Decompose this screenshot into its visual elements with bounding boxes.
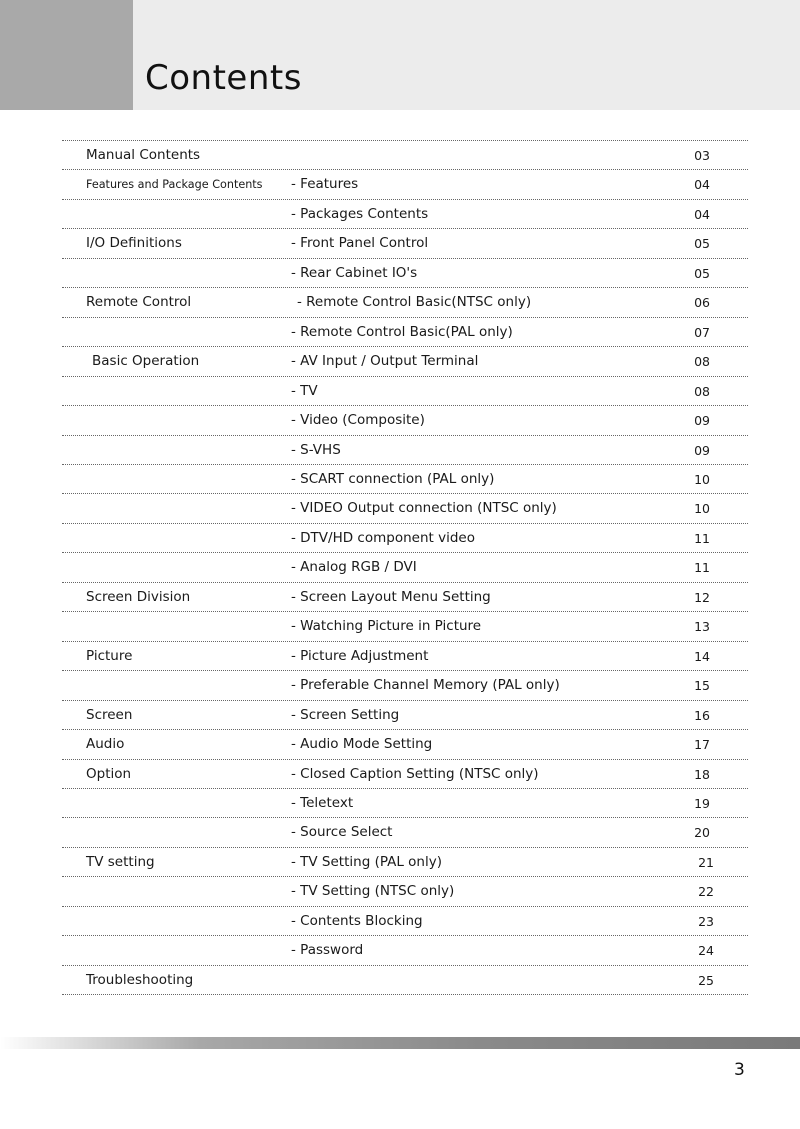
toc-section-label: Audio (86, 736, 125, 753)
toc-item-label: - S-VHS (291, 441, 341, 458)
page-title: Contents (145, 58, 302, 98)
toc-item-label: - Analog RGB / DVI (291, 559, 417, 576)
toc-row[interactable] (62, 760, 748, 789)
toc-item-label: - Watching Picture in Picture (291, 618, 482, 635)
toc-row[interactable] (62, 877, 748, 906)
toc-item-label: - Password (291, 942, 364, 959)
toc-page-number: 11 (694, 560, 710, 576)
toc-row[interactable] (62, 642, 748, 671)
toc-row[interactable] (62, 612, 748, 641)
toc-section-label: Troubleshooting (86, 971, 194, 988)
toc-item-label: - Packages Contents (291, 205, 429, 222)
toc-row[interactable] (62, 170, 748, 199)
toc-page-number: 25 (698, 972, 714, 988)
toc-row[interactable] (62, 229, 748, 258)
toc-page-number: 19 (694, 795, 710, 811)
toc-page-number: 05 (694, 265, 710, 281)
toc-section-label: Remote Control (86, 294, 192, 311)
toc-item-label: - Remote Control Basic(PAL only) (291, 323, 513, 340)
toc-item-label: - TV Setting (NTSC only) (291, 883, 455, 900)
toc-page-number: 08 (694, 354, 710, 370)
toc-row[interactable] (62, 583, 748, 612)
toc-page-number: 21 (698, 854, 714, 870)
toc-page-number: 08 (694, 383, 710, 399)
toc-row[interactable] (62, 671, 748, 700)
toc-page-number: 16 (694, 707, 710, 723)
toc-section-label: Screen (86, 706, 133, 723)
toc-item-label: - Picture Adjustment (291, 647, 429, 664)
toc-item-label: - Screen Setting (291, 706, 400, 723)
toc-row[interactable] (62, 436, 748, 465)
toc-row[interactable] (62, 966, 748, 995)
toc-page-number: 10 (694, 471, 710, 487)
toc-row[interactable] (62, 553, 748, 582)
toc-page-number: 15 (694, 678, 710, 694)
page-number: 3 (734, 1060, 745, 1080)
toc-item-label: - Rear Cabinet IO's (291, 264, 418, 281)
toc-page-number: 23 (698, 913, 714, 929)
toc-page-number: 05 (694, 236, 710, 252)
toc-page-number: 03 (694, 148, 710, 163)
toc-section-label: Picture (86, 647, 133, 664)
toc-item-label: - Source Select (291, 824, 393, 841)
toc-page-number: 17 (694, 737, 710, 753)
toc-item-label: - SCART connection (PAL only) (291, 470, 495, 487)
toc-item-label: - Closed Caption Setting (NTSC only) (291, 765, 539, 782)
toc-section-label: Screen Division (86, 588, 191, 605)
toc-row[interactable] (62, 288, 748, 317)
toc-page-number: 04 (694, 177, 710, 193)
toc-page-number: 09 (694, 442, 710, 458)
toc-item-label: - Features (291, 176, 359, 193)
toc-row[interactable] (62, 524, 748, 553)
header-accent-block (0, 0, 133, 110)
toc-row[interactable] (62, 701, 748, 730)
toc-row[interactable] (62, 318, 748, 347)
toc-page-number: 10 (694, 501, 710, 517)
toc-section-label: Manual Contents (86, 147, 201, 163)
toc-item-label: - Preferable Channel Memory (PAL only) (291, 677, 560, 694)
toc-page-number: 06 (694, 295, 710, 311)
toc-page-number: 20 (694, 825, 710, 841)
toc-item-label: - Contents Blocking (291, 912, 423, 929)
footer-divider (0, 1037, 800, 1049)
toc-page-number: 09 (694, 413, 710, 429)
toc-row[interactable] (62, 259, 748, 288)
toc-row[interactable] (62, 141, 748, 170)
toc-item-label: - DTV/HD component video (291, 529, 475, 546)
toc-section-label: I/O Definitions (86, 235, 182, 252)
toc-page-number: 13 (694, 619, 710, 635)
toc-row[interactable] (62, 494, 748, 523)
toc-row[interactable] (62, 200, 748, 229)
toc-item-label: - TV (291, 382, 318, 399)
toc-row[interactable] (62, 818, 748, 847)
toc-item-label: - AV Input / Output Terminal (291, 353, 479, 370)
toc-section-label: Option (86, 765, 132, 782)
toc-row[interactable] (62, 347, 748, 376)
toc-row[interactable] (62, 730, 748, 759)
toc-row[interactable] (62, 406, 748, 435)
toc-section-label: Basic Operation (92, 353, 200, 370)
toc-page-number: 24 (698, 943, 714, 959)
toc-row[interactable] (62, 936, 748, 965)
toc-page-number: 07 (694, 324, 710, 340)
toc-section-label: TV setting (86, 853, 155, 870)
toc-page-number: 04 (694, 206, 710, 222)
toc-page-number: 11 (694, 530, 710, 546)
toc-page-number: 18 (694, 766, 710, 782)
toc-section-label: Features and Package Contents (86, 178, 263, 192)
table-of-contents (62, 140, 748, 995)
toc-item-label: - Audio Mode Setting (291, 736, 433, 753)
toc-item-label: - Front Panel Control (291, 235, 429, 252)
toc-row[interactable] (62, 377, 748, 406)
toc-page-number: 14 (694, 648, 710, 664)
toc-row[interactable] (62, 465, 748, 494)
toc-item-label: - Video (Composite) (291, 412, 425, 429)
toc-item-label: - TV Setting (PAL only) (291, 853, 442, 870)
toc-item-label: - Screen Layout Menu Setting (291, 588, 491, 605)
toc-page-number: 12 (694, 589, 710, 605)
toc-item-label: - Teletext (291, 794, 354, 811)
toc-row[interactable] (62, 907, 748, 936)
toc-row[interactable] (62, 848, 748, 877)
toc-item-label: - VIDEO Output connection (NTSC only) (291, 500, 557, 517)
toc-item-label: - Remote Control Basic(NTSC only) (297, 294, 532, 311)
toc-row[interactable] (62, 789, 748, 818)
toc-page-number: 22 (698, 884, 714, 900)
